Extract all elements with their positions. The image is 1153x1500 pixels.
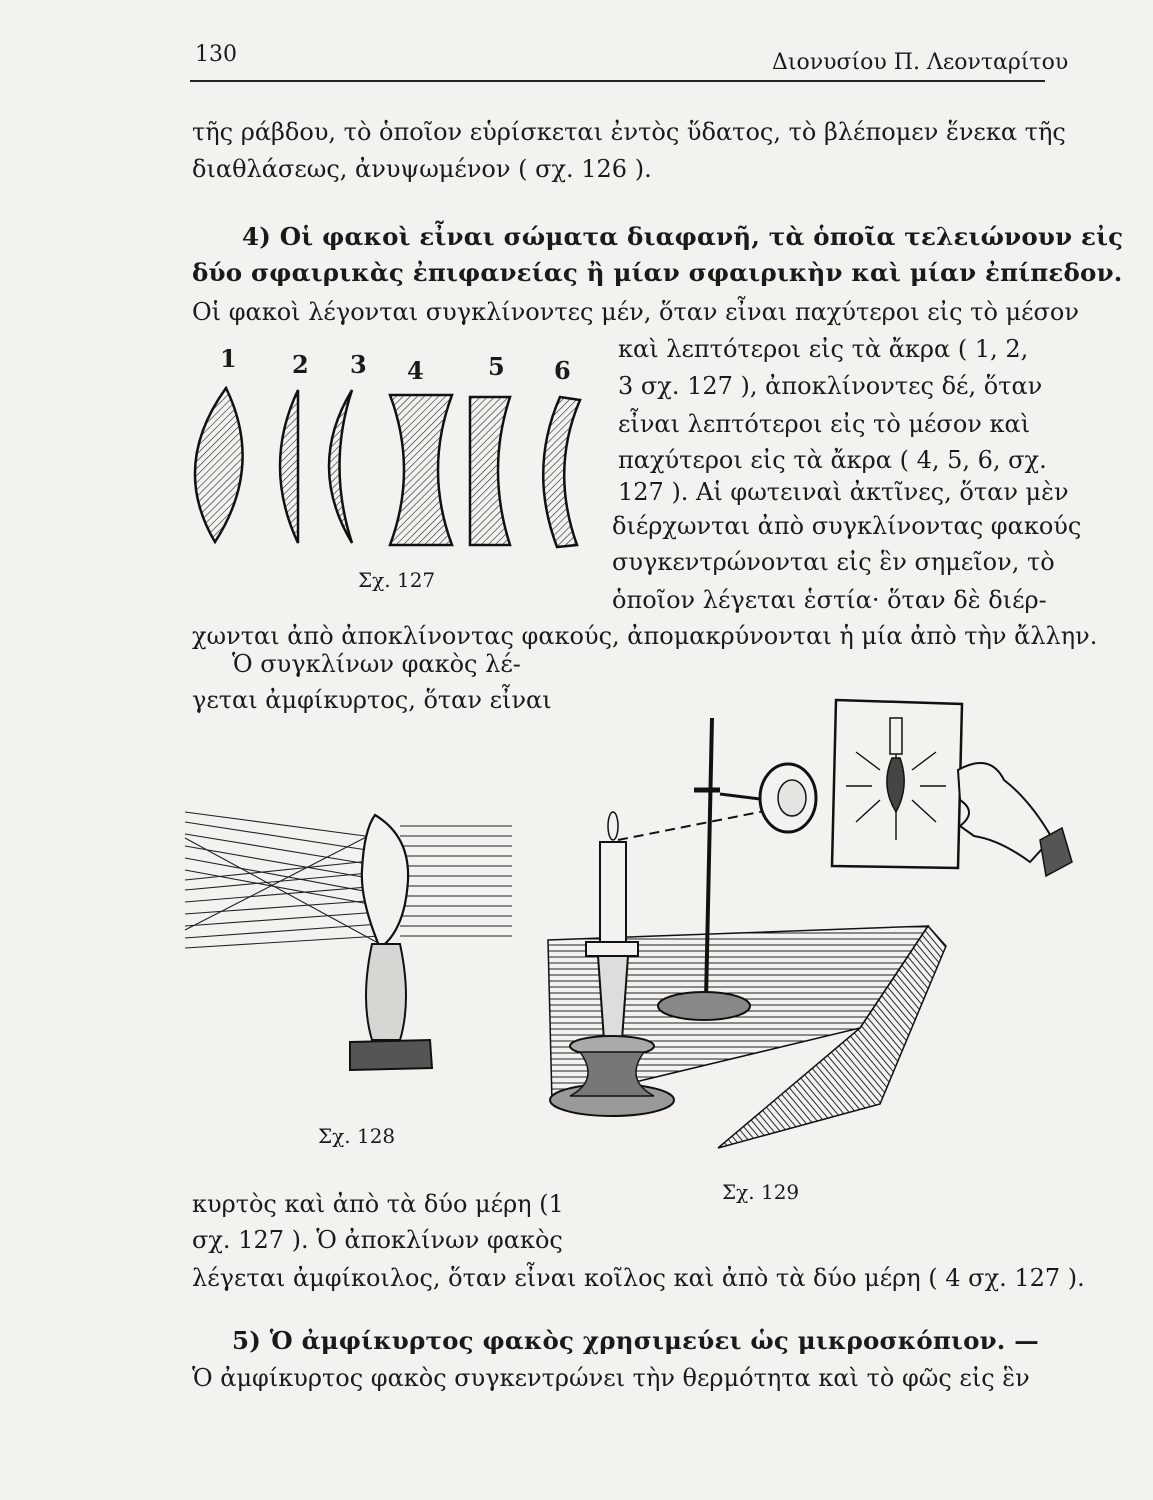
page-number: 130: [195, 42, 237, 67]
text-line: 127 ). Αἱ φωτειναὶ ἀκτῖνες, ὅταν μὲν: [618, 478, 1069, 506]
lens-label: 1: [220, 344, 237, 373]
text-line: σχ. 127 ). Ὁ ἀποκλίνων φακὸς: [192, 1226, 563, 1254]
figure-caption: Σχ. 127: [358, 568, 436, 592]
figure-caption: Σχ. 129: [722, 1180, 800, 1204]
text-line: ὁποῖον λέγεται ἑστία· ὅταν δὲ διέρ-: [612, 586, 1047, 614]
text-line: λέγεται ἀμφίκοιλος, ὅταν εἶναι κοῖλος καὶ ἀπὸ τὰ δύο μέρη ( 4 σχ. 127 ).: [192, 1264, 1085, 1292]
text-line: εἶναι λεπτότεροι εἰς τὸ μέσον καὶ: [618, 410, 1031, 438]
running-title: Διονυσίου Π. Λεονταρίτου: [772, 50, 1069, 75]
text-line: συγκεντρώνονται εἰς ἓν σημεῖον, τὸ: [612, 548, 1055, 576]
lens-label: 6: [554, 356, 571, 385]
text-line: Ὁ συγκλίνων φακὸς λέ-: [232, 650, 521, 678]
text-line: Ὁ ἀμφίκυρτος φακὸς συγκεντρώνει τὴν θερμότητα καὶ τὸ φῶς εἰς ἓν: [192, 1364, 1030, 1392]
text-line: διέρχωνται ἀπὸ συγκλίνοντας φακούς: [612, 512, 1082, 540]
text-line: γεται ἀμφίκυρτος, ὅταν εἶναι: [192, 686, 552, 714]
text-line: διαθλάσεως, ἀνυψωμένον ( σχ. 126 ).: [192, 155, 652, 183]
lens-label: 3: [350, 350, 367, 379]
section-heading: δύο σφαιρικὰς ἐπιφανείας ἢ μίαν σφαιρικὴν καὶ μίαν ἐπίπεδον.: [192, 258, 1123, 287]
lens-label: 5: [488, 352, 505, 381]
text-line: παχύτεροι εἰς τὰ ἄκρα ( 4, 5, 6, σχ.: [618, 446, 1047, 474]
text-line: καὶ λεπτότεροι εἰς τὰ ἄκρα ( 1, 2,: [618, 335, 1029, 363]
text-line: Οἱ φακοὶ λέγονται συγκλίνοντες μέν, ὅταν εἶναι παχύτεροι εἰς τὸ μέσον: [192, 298, 1079, 326]
section-heading: 5) Ὁ ἀμφίκυρτος φακὸς χρησιμεύει ὡς μικροσκόπιον. —: [232, 1326, 1039, 1355]
lens-label: 4: [407, 356, 424, 385]
figure-caption: Σχ. 128: [318, 1124, 396, 1148]
text-line: χωνται ἀπὸ ἀποκλίνοντας φακούς, ἀπομακρύνονται ἡ μία ἀπὸ τὴν ἄλλην.: [192, 622, 1098, 650]
text-line: κυρτὸς καὶ ἀπὸ τὰ δύο μέρη (1: [192, 1190, 564, 1218]
lens-label: 2: [292, 350, 309, 379]
text-line: 3 σχ. 127 ), ἀποκλίνοντες δέ, ὅταν: [618, 372, 1043, 400]
section-heading: 4) Οἱ φακοὶ εἶναι σώματα διαφανῆ, τὰ ὁποῖα τελειώνουν εἰς: [242, 222, 1124, 251]
text-line: τῆς ράβδου, τὸ ὁποῖον εὑρίσκεται ἐντὸς ὕδατος, τὸ βλέπομεν ἕνεκα τῆς: [192, 118, 1066, 146]
